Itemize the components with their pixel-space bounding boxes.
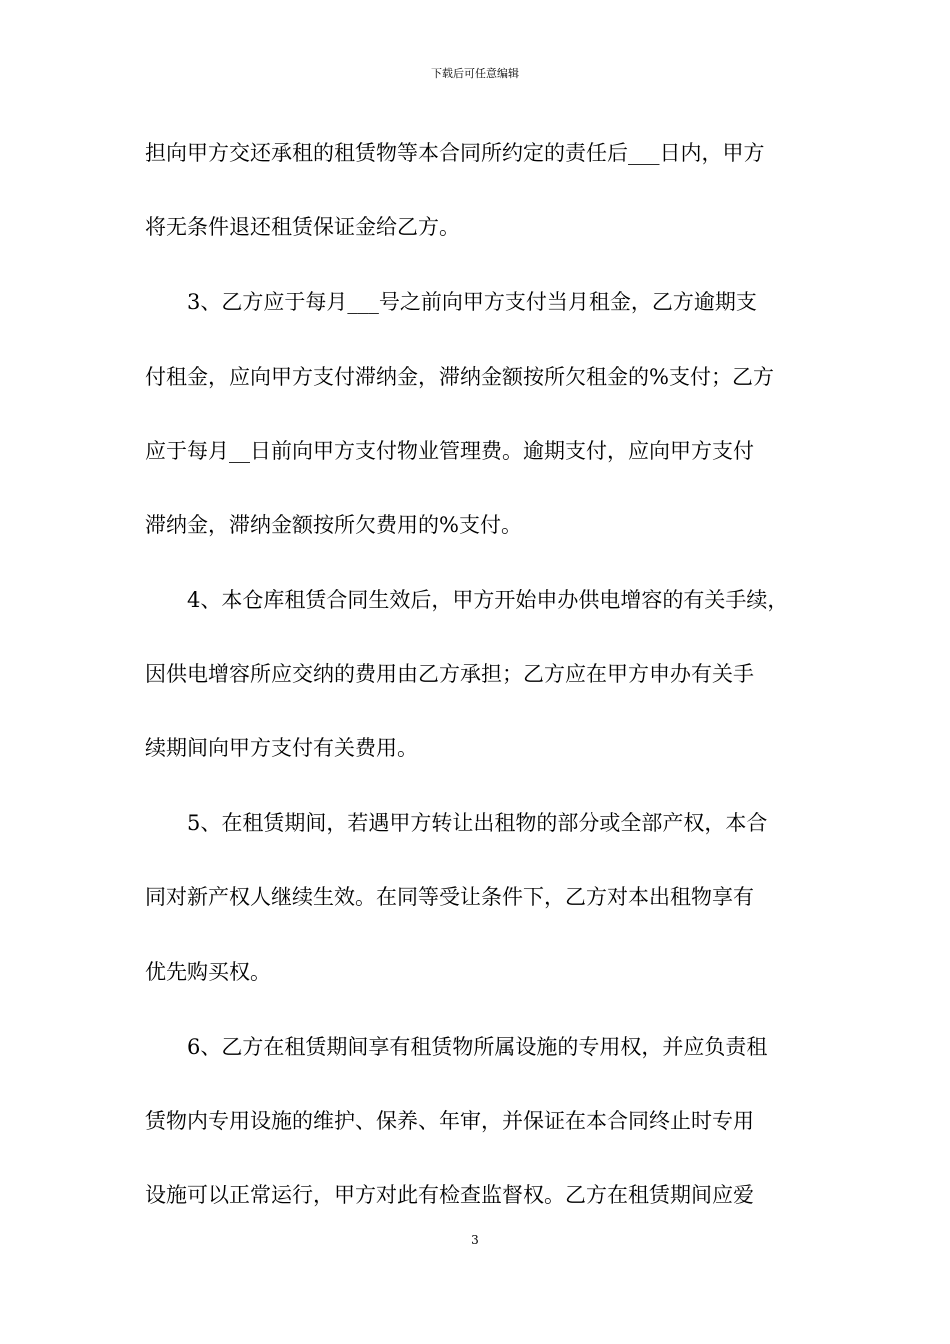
body-line: 担向甲方交还承租的租赁物等本合同所约定的责任后___日内，甲方 [145,141,765,165]
body-line: 6、乙方在租赁期间享有租赁物所属设施的专用权，并应负责租 [145,1035,768,1059]
body-line: 将无条件退还租赁保证金给乙方。 [145,215,460,239]
body-line: 设施可以正常运行，甲方对此有检查监督权。乙方在租赁期间应爱 [145,1183,754,1207]
body-line: 赁物内专用设施的维护、保养、年审，并保证在本合同终止时专用 [145,1109,754,1133]
body-line: 应于每月__日前向甲方支付物业管理费。逾期支付，应向甲方支付 [145,439,754,463]
body-line: 5、在租赁期间，若遇甲方转让出租物的部分或全部产权，本合 [145,811,768,835]
body-line: 同对新产权人继续生效。在同等受让条件下，乙方对本出租物享有 [145,885,754,909]
body-line: 3、乙方应于每月___号之前向甲方支付当月租金，乙方逾期支 [145,290,757,314]
page-number: 3 [471,1233,479,1247]
page-header: 下载后可任意编辑 [431,67,519,80]
body-line: 滞纳金，滞纳金额按所欠费用的%支付。 [145,513,522,537]
body-line: 因供电增容所应交纳的费用由乙方承担；乙方应在甲方申办有关手 [145,662,754,686]
body-line: 续期间向甲方支付有关费用。 [145,736,418,760]
body-line: 付租金，应向甲方支付滞纳金，滞纳金额按所欠租金的%支付；乙方 [145,365,774,389]
body-line: 4、本仓库租赁合同生效后，甲方开始申办供电增容的有关手续， [145,588,789,612]
body-line: 优先购买权。 [145,960,271,984]
